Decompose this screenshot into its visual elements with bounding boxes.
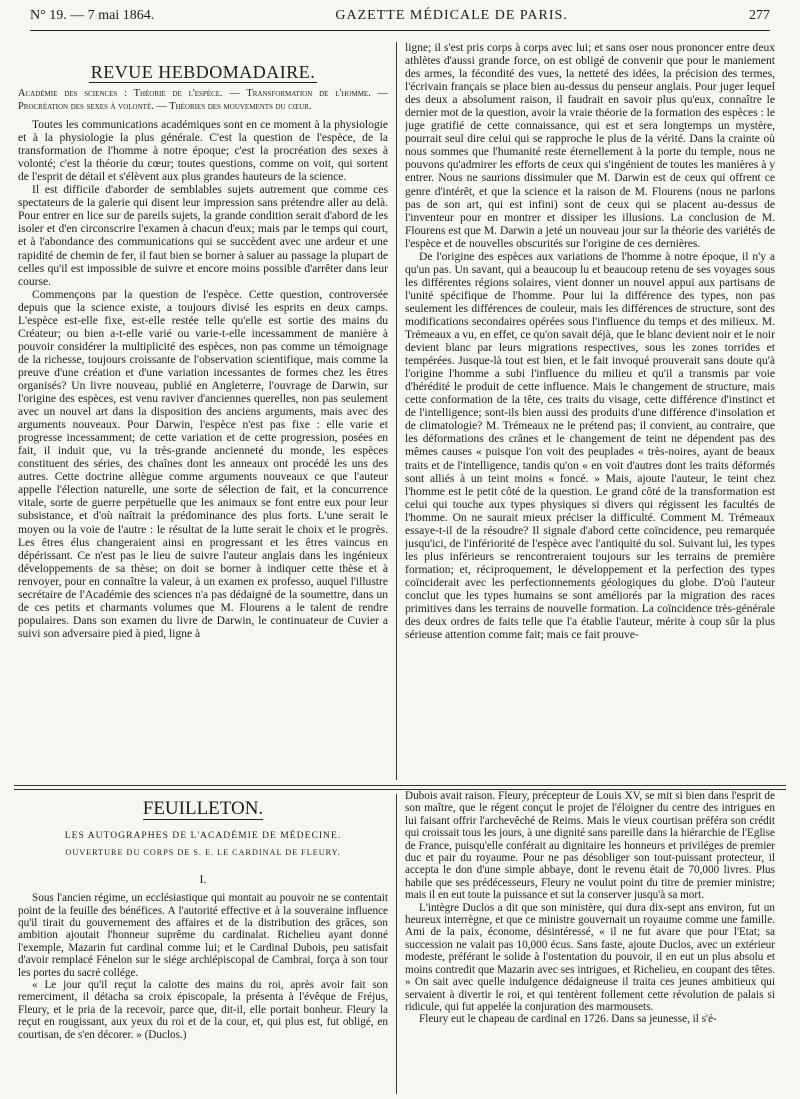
- feuilleton-subtitle-2: OUVERTURE DU CORPS DE S. E. LE CARDINAL DE FLEURY.: [65, 848, 341, 858]
- column-divider-bottom: [396, 794, 397, 1094]
- issue-number: N° 19. — 7 mai 1864.: [30, 8, 155, 23]
- revue-paragraph-3: Commençons par la question de l'espèce. Cette question, controversée depuis que la science existe, a toujours divisé les esprits en deux camps. L'espèce est-elle fixe, est-elle restée telle qu'elle est sortie des mains du Créateur; ou bien a-t-elle varié ou varie-t-elle incessamment de manière à pouvoir considérer la multiplicité des espèces, non pas comme un témoignage de la richesse, toujours croissante de l'observation scientifique, mais comme la preuve d'une création et d'une variation incessantes de formes chez les êtres organisés? Un livre nouveau, publié en Angleterre, l'ouvrage de Darwin, sur l'origine des espèces, est venu raviver d'anciennes querelles, non pas seulement avec un nouvel art dans la disposition des anciens arguments, mais avec des arguments nouveaux. Pour Darwin, l'espèce n'est pas fixe : elle varie et progresse incessamment; de cette variation et de cette progression, posées en fait, il induit que, vu la très-grande ancienneté du monde, les espèces constituent des séries, des chaînes dont les anneaux ont procédé les uns des autres. Cette doctrine allègue comme arguments nouveaux ce que l'auteur appelle l'élection naturelle, une sorte de sélection de fait, et la concurrence vitale, sorte de guerre perpétuelle que les animaux se font entre eux pour leur subsistance, et d'où naîtrait la prédominance des plus forts. L'une serait le moyen ou la voie de l'autre : le résultat de la lutte serait le choix et le progrès. Les êtres élus changeraient ainsi en progressant et les êtres vaincus en dépérissant. Ce n'est pas le lieu de suivre l'auteur anglais dans les ingénieux développements de sa thèse; on doit se borner à indiquer cette thèse et à renvoyer, pour en connaître la valeur, à un examen ex professo, auquel l'illustre secrétaire de l'Académie des sciences n'a pas dédaigné de la soumettre, dans un de ces petits et charmants volumes que M. Flourens a le talent de rendre populaires. Dans son examen du livre de Darwin, le continuateur de Cuvier a suivi son adversaire pied à pied, ligne à: [18, 288, 388, 640]
- feuilleton-title: FEUILLETON.: [142, 798, 264, 819]
- revue-right-paragraph-2: De l'origine des espèces aux variations de l'homme à notre époque, il n'y a qu'un pas. Un savant, qui a beaucoup lu et beaucoup retenu de ses voyages sous les différentes régions solaires, vient donner un nouvel appui aux partisans de l'unité spécifique de l'homme. Pour lui la différence des types, non pas seulement les différences de couleur, mais les différences de structure, sont des modifications secondaires opérées sous l'influence du temps et des milieux. M. Trémeaux a vu, en effet, ce qu'on savait déjà, que le blanc devient noir et le noir devient blanc par leurs migrations respectives, sous les zones torrides et tempérées. Jusque-là tout est bien, et le fait invoqué prouverait sans doute qu'à l'origine l'homme a subi l'influence du milieu et qu'il a transmis par voie d'hérédité le produit de cette influence. Mais le changement de structure, mais cette conformation de la tête, ces traits du visage, cette différence d'instinct et de l'intelligence; sont-ils bien aussi des produits d'une différence d'insolation et de climatologie? M. Trémeaux ne le prétend pas; il convient, au contraire, que les déformations des crânes et le changement de teint ne dépendent pas des mêmes causes « puisque l'on voit des peuplades « très-noires, ayant de beaux traits et de l'intelligence, tandis qu'on « en voit d'autres dont les traits déformés sont alliés à un teint moins « foncé. » Mais, ajoute l'auteur, le teint chez l'homme est le petit côté de la question. Le grand côté de la transformation est celui qui touche aux types physiques si divers qui régissent les facultés de l'homme. On ne saurait mieux préciser la difficulté. Comment M. Trémeaux essaye-t-il de la résoudre? Il signale d'abord cette coïncidence, peu remarquée jusqu'ici, de l'infériorité de l'espèce avec l'antiquité du sol. Suivant lui, les types les plus inférieurs se rencontreraient toujours sur les terrains de première formation; et, réciproquement, le développement et la perfection des types coïnciderait avec les perfectionnements géologiques du globe. D'où l'auteur conclut que les types humains se sont améliorés par la migration des races primitives dans les terrains de nouvelle formation. La coïncidence très-générale des deux ordres de faits telle que l'a établie l'auteur, mérite à coup sûr la plus sérieuse attention comme fait; mais ce fait prouve-: [405, 250, 775, 642]
- journal-title: GAZETTE MÉDICALE DE PARIS.: [335, 8, 568, 23]
- feuilleton-paragraph-1: Sous l'ancien régime, un ecclésiastique qui montait au pouvoir ne se contentait point de la feuille des bénéfices. A l'autorité effective et à la souveraine influence qu'il tirait du gouvernement des affaires et de la distribution des grâces, son ambition ajoutait l'honneur suprême du cardinalat. Richelieu ayant donné l'exemple, Mazarin fut cardinal comme lui; et le Cardinal Dubois, peu satisfait d'avoir remplacé Fénelon sur le siége archiépiscopal de Cambrai, força à son tour les portes du sacré collége.: [18, 892, 388, 979]
- revue-title: REVUE HEBDOMADAIRE.: [90, 62, 316, 82]
- page-number: 277: [748, 8, 770, 23]
- feuilleton-column-left: [18, 796, 388, 1096]
- revue-right-paragraph-1: ligne; il s'est pris corps à corps avec lui; et sans oser nous prononcer entre deux athlètes d'aussi grande force, on est obligé de convenir que pour le maniement des armes, la fécondité des vues, la netteté des idées, la précision des termes, l'écrivain français se place bien au-dessus du penseur anglais. Pour juger lequel des deux a absolument raison, il faudrait en savoir plus qu'eux, connaître le dernier mot de la question, avoir la vraie théorie de la formation des espèces : le juge gratifié de cette connaissance, qui est et sera longtemps un mystère, pourrait seul dire celui qui se rapproche le plus de la vérité. Dans la crainte où nous sommes que l'humanité reste éternellement à la porte du temple, nous ne pouvons qu'admirer les efforts de ceux qui s'ingénient de toutes les manières à y entrer. Nous ne saurions dissimuler que M. Darwin est de ceux qui offrent ce genre d'intérêt, et que la science et la raison de M. Flourens (nous ne parlons pas de son art, qui est infini) sont de ceux qui se placent au-dessus de l'inventeur pour en montrer et dissiper les illusions. La conclusion de M. Flourens est que M. Darwin a jeté un nouveau jour sur la théorie des variétés de l'espèce et de nouvelles obscurités sur l'origine de ces dernières.: [405, 42, 775, 250]
- feuilleton-right-paragraph-3: Fleury eut le chapeau de cardinal en 1726. Dans sa jeunesse, il s'é-: [419, 1013, 717, 1026]
- revue-paragraph-2: Il est difficile d'aborder de semblables sujets autrement que comme ces spectateurs de la galerie qui disent leur impression sans prétendre aller au delà. Pour entrer en lice sur de pareils sujets, la grande condition serait d'abord de les isoler et d'en circonscrire l'examen à chacun d'eux; mais par le temps qui court, et à l'abondance des communications qui se succèdent avec une ardeur et une rapidité de chemin de fer, il faut bien se borner à saluer au passage la plupart de celles qu'il est impossible de suivre et encore moins possible d'arrêter dans leur course.: [18, 184, 388, 288]
- column-divider-top: [396, 42, 397, 780]
- page-header: [30, 8, 770, 31]
- feuilleton-subtitle: LES AUTOGRAPHES DE L'ACADÉMIE DE MÉDECINE.: [64, 830, 342, 842]
- revue-paragraph-1: Toutes les communications académiques sont en ce moment à la physiologie et à la physiologie la plus générale. C'est la question de l'espèce, de la transformation de l'homme à notre époque; c'est la procréation des sexes à volonté; c'est la théorie du cœur; toutes questions, comme on voit, qui sortent de l'esprit de détail et s'élèvent aux plus grandes hauteurs de la science.: [18, 119, 388, 184]
- feuilleton-right-paragraph-1: Dubois avait raison. Fleury, précepteur de Louis XV, se mit si bien dans l'esprit de son maître, que le régent conçut le projet de l'éloigner du centre des intrigues en lui faisant offrir l'archevêché de Reims. Mais le vieux courtisan préféra son crédit qui croissait tous les jours, à une dignité sans pareille dans la hiérarchie de l'Eglise de France, puisqu'elle conférait au dignitaire les honneurs et priviléges de premier duc et pair du royaume. Pour ne pas désobliger son tout-puissant protecteur, il accepta le don d'une simple abbaye, dont le revenu était de 70,000 livres. Plus habile que ses prédécesseurs, Fleury ne voulut point du titre de premier ministre; mais il en eut toute la puissance et sut la conserver jusqu'à sa mort.: [405, 790, 775, 902]
- feuilleton-paragraph-2: « Le jour qu'il reçut la calotte des mains du roi, après avoir fait son remerciment, il détacha sa croix épiscopale, la présenta à l'évêque de Fréjus, Fleury, et le pria de la recevoir, parce que, dit-il, elle portait bonheur. Fleury la reçut en rougissant, aux yeux du roi et de la cour, et, qui plus est, fut obligé, en courtisan, de s'en décorer. » (Duclos.): [18, 979, 388, 1041]
- feuilleton-section-number: I.: [199, 872, 207, 887]
- feuilleton-column-right: [405, 790, 775, 1095]
- feuilleton-right-paragraph-2: L'intègre Duclos a dit que son ministère, qui dura dix-sept ans environ, fut un heureux interrègne, et que ce ministre gouvernait un royaume comme une famille. Ami de la paix, économe, désintéressé, « il ne fut avare que pour l'Etat; sa succession ne valait pas 10,000 écus. Sans faste, ajoute Duclos, avec un extérieur modeste, préférant le solide à l'ostentation du pouvoir, il en eut un plus absolu et moins contredit que Mazarin avec ses intrigues, et Richelieu, en coupant des têtes. » On sait avec quelle indulgence dédaigneuse il traita ces jeunes ambitieux qui servaient à divertir le roi, et qui tentèrent follement cette révolution de palais si ridicule, qui fut appelée la conjuration des marmousets.: [405, 901, 775, 1013]
- revue-column-left: [18, 42, 388, 782]
- revue-column-right: [405, 42, 775, 782]
- revue-summary: Académie des sciences : Théorie de l'espèce. — Transformation de l'homme. — Procréation des sexes à volonté. — Théories des mouvements du cœur.: [18, 88, 388, 113]
